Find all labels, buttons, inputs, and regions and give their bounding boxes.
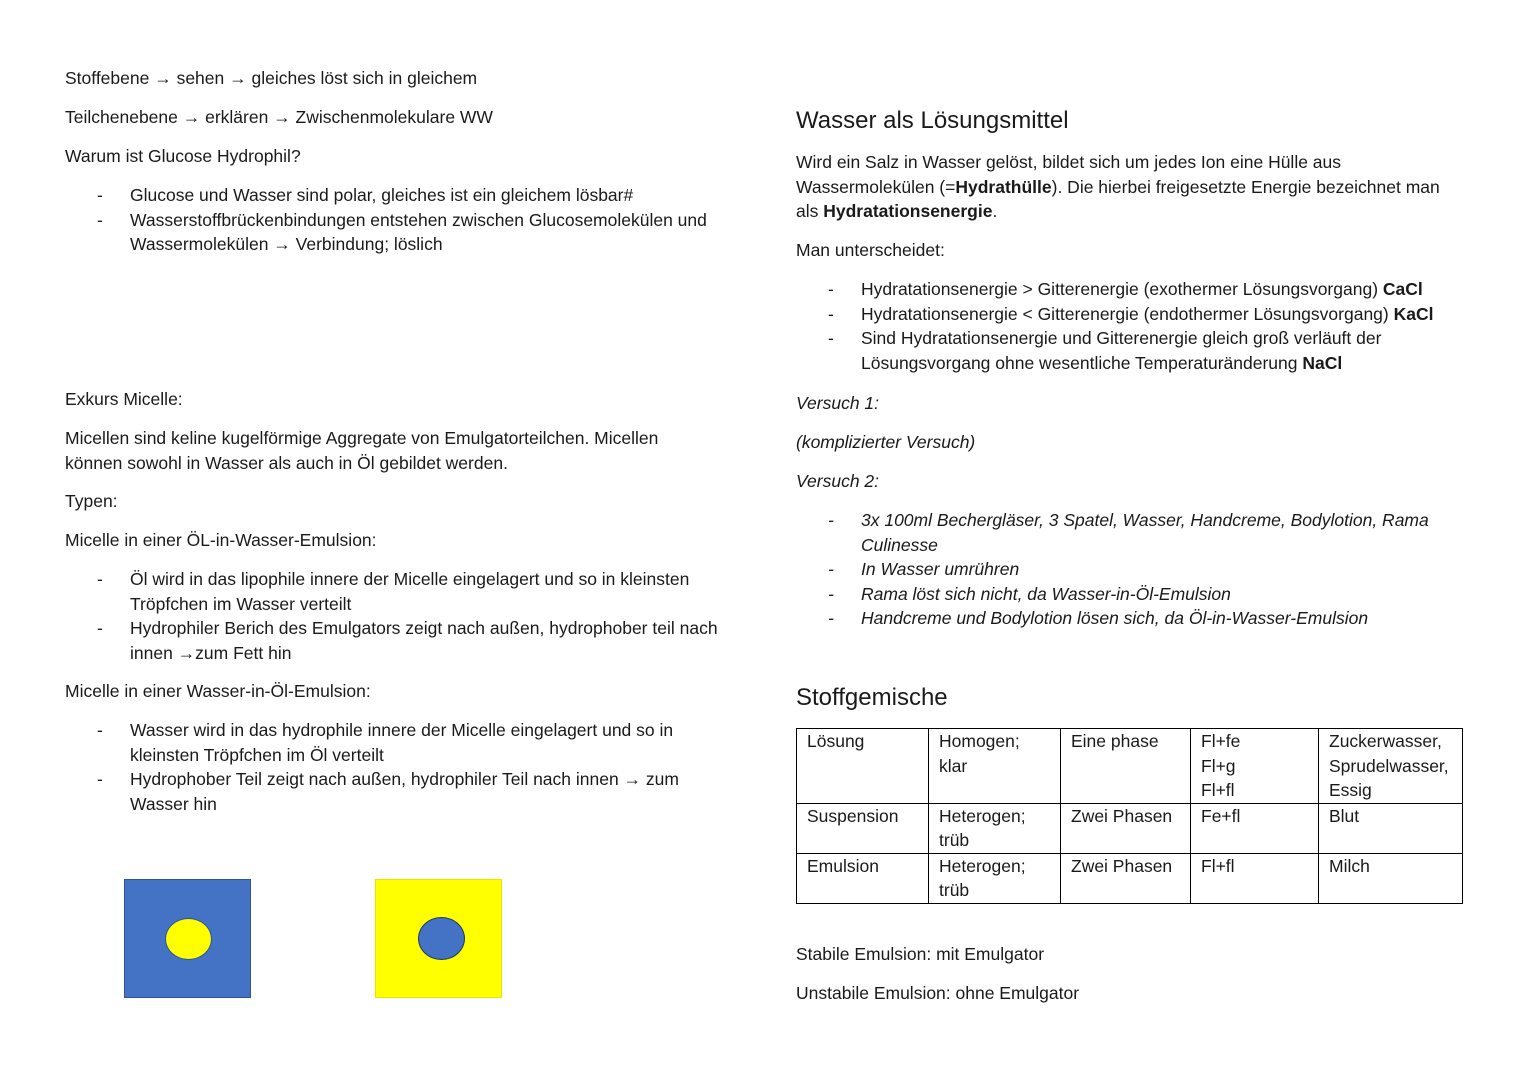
versuch1-note: (komplizierter Versuch) <box>796 432 976 452</box>
hydratationsenergie-term: Hydratationsenergie <box>823 201 993 221</box>
versuch2-label: Versuch 2: <box>796 471 880 491</box>
list-item: - 3x 100ml Bechergläser, 3 Spatel, Wasser, Handcreme, Bodylotion, Rama Culinesse <box>796 508 1468 557</box>
wasser-title: Wasser als Lösungsmittel <box>796 107 1069 134</box>
table-row <box>797 853 1463 903</box>
oil-in-water-micelle-figure <box>124 879 251 998</box>
intro-text: . <box>992 201 998 221</box>
versuch2-bullet-list <box>796 508 1468 631</box>
table-cell: Fl+fe Fl+g Fl+fl <box>1191 729 1319 804</box>
glucose-question: Warum ist Glucose Hydrophil? <box>65 146 301 166</box>
stoffebene-line: Stoffebene → sehen → gleiches löst sich in gleichem <box>65 68 478 88</box>
table-cell: Homogen; klar <box>929 729 1061 804</box>
man-unterscheidet: Man unterscheidet: <box>796 240 945 260</box>
table-cell: Blut <box>1319 803 1463 853</box>
list-item: - In Wasser umrühren <box>796 557 1468 582</box>
table-cell: Zwei Phasen <box>1061 853 1191 903</box>
table-cell: Fe+fl <box>1191 803 1319 853</box>
list-item: - Handcreme und Bodylotion lösen sich, da Öl-in-Wasser-Emulsion <box>796 606 1468 631</box>
oil-in-water-heading: Micelle in einer ÖL-in-Wasser-Emulsion: <box>65 530 377 550</box>
list-item: - Hydrophober Teil zeigt nach außen, hydrophiler Teil nach innen → zum Wasser hin <box>65 767 735 816</box>
stabile-emulsion: Stabile Emulsion: mit Emulgator <box>796 944 1045 964</box>
table-cell: Emulsion <box>797 853 929 903</box>
intro-text: ). Die hierbei freigesetzte Energie bezeichnet man als <box>796 176 1440 221</box>
list-item: - Rama löst sich nicht, da Wasser-in-Öl-Emulsion <box>796 582 1468 607</box>
hydrathuelle-term: Hydrathülle <box>955 176 1052 197</box>
table-cell: Lösung <box>797 729 929 804</box>
list-item: - Öl wird in das lipophile innere der Micelle eingelagert und so in kleinsten Tröpfchen im Wasser verteilt <box>65 567 735 616</box>
exkurs-heading: Exkurs Micelle: <box>65 389 183 409</box>
table-row <box>797 803 1463 853</box>
salt-label: KaCl <box>1393 303 1434 324</box>
table-row <box>797 729 1463 804</box>
list-item <box>796 302 1468 327</box>
case-text: Sind Hydratationsenergie und Gitterenergie gleich groß verläuft der Lösungsvorgang ohne wesentliche Temperaturänderung <box>861 328 1382 373</box>
water-in-oil-micelle-figure <box>375 879 502 998</box>
salt-label: CaCl <box>1382 279 1423 299</box>
salt-label: NaCl <box>1302 352 1343 373</box>
intro-text: Wird ein Salz in Wasser gelöst, bildet sich um jedes Ion eine Hülle aus Wassermolekülen (= <box>796 152 1342 197</box>
oil-droplet <box>165 918 212 960</box>
stoffgemische-title: Stoffgemische <box>796 684 948 711</box>
micellen-paragraph: Micellen sind keline kugelförmige Aggregate von Emulgatorteilchen. Micellen können sowohl in Wasser als auch in Öl gebildet werden. <box>65 428 659 473</box>
stoffgemische-table <box>796 728 1463 904</box>
table-cell: Zuckerwasser, Sprudelwasser, Essig <box>1319 729 1463 804</box>
table-cell: Suspension <box>797 803 929 853</box>
water-droplet <box>418 917 465 960</box>
list-item: - Hydrophiler Berich des Emulgators zeigt nach außen, hydrophober teil nach innen →zum Fett hin <box>65 616 735 665</box>
list-item: - Wasser wird in das hydrophile innere der Micelle eingelagert und so in kleinsten Tröpfchen im Öl verteilt <box>65 718 735 767</box>
unstabile-emulsion: Unstabile Emulsion: ohne Emulgator <box>796 983 1080 1003</box>
teilchenebene-line: Teilchenebene → erklären → Zwischenmolekulare WW <box>65 107 493 127</box>
case-text: Hydratationsenergie > Gitterenergie (exothermer Lösungsvorgang) <box>861 279 1383 299</box>
table-cell: Fl+fl <box>1191 853 1319 903</box>
energy-cases-list <box>796 277 1468 375</box>
case-text: Hydratationsenergie < Gitterenergie (endothermer Lösungsvorgang) <box>861 303 1394 324</box>
list-item <box>796 326 1468 375</box>
oil-in-water-bullet-list <box>65 567 735 665</box>
table-cell: Zwei Phasen <box>1061 803 1191 853</box>
hydratation-paragraph <box>796 150 1461 224</box>
list-item: - Glucose und Wasser sind polar, gleiches ist ein gleichem lösbar# <box>65 183 735 208</box>
table-cell: Heterogen; trüb <box>929 853 1061 903</box>
water-in-oil-bullet-list <box>65 718 735 816</box>
list-item <box>796 277 1468 302</box>
list-item: - Wasserstoffbrückenbindungen entstehen zwischen Glucosemolekülen und Wassermolekülen → Verbindung; löslich <box>65 208 735 257</box>
water-in-oil-heading: Micelle in einer Wasser-in-Öl-Emulsion: <box>65 681 371 701</box>
table-cell: Heterogen; trüb <box>929 803 1061 853</box>
glucose-bullet-list <box>65 183 735 257</box>
versuch1-label: Versuch 1: <box>796 393 880 413</box>
typen-label: Typen: <box>65 491 118 511</box>
table-cell: Eine phase <box>1061 729 1191 804</box>
table-cell: Milch <box>1319 853 1463 903</box>
